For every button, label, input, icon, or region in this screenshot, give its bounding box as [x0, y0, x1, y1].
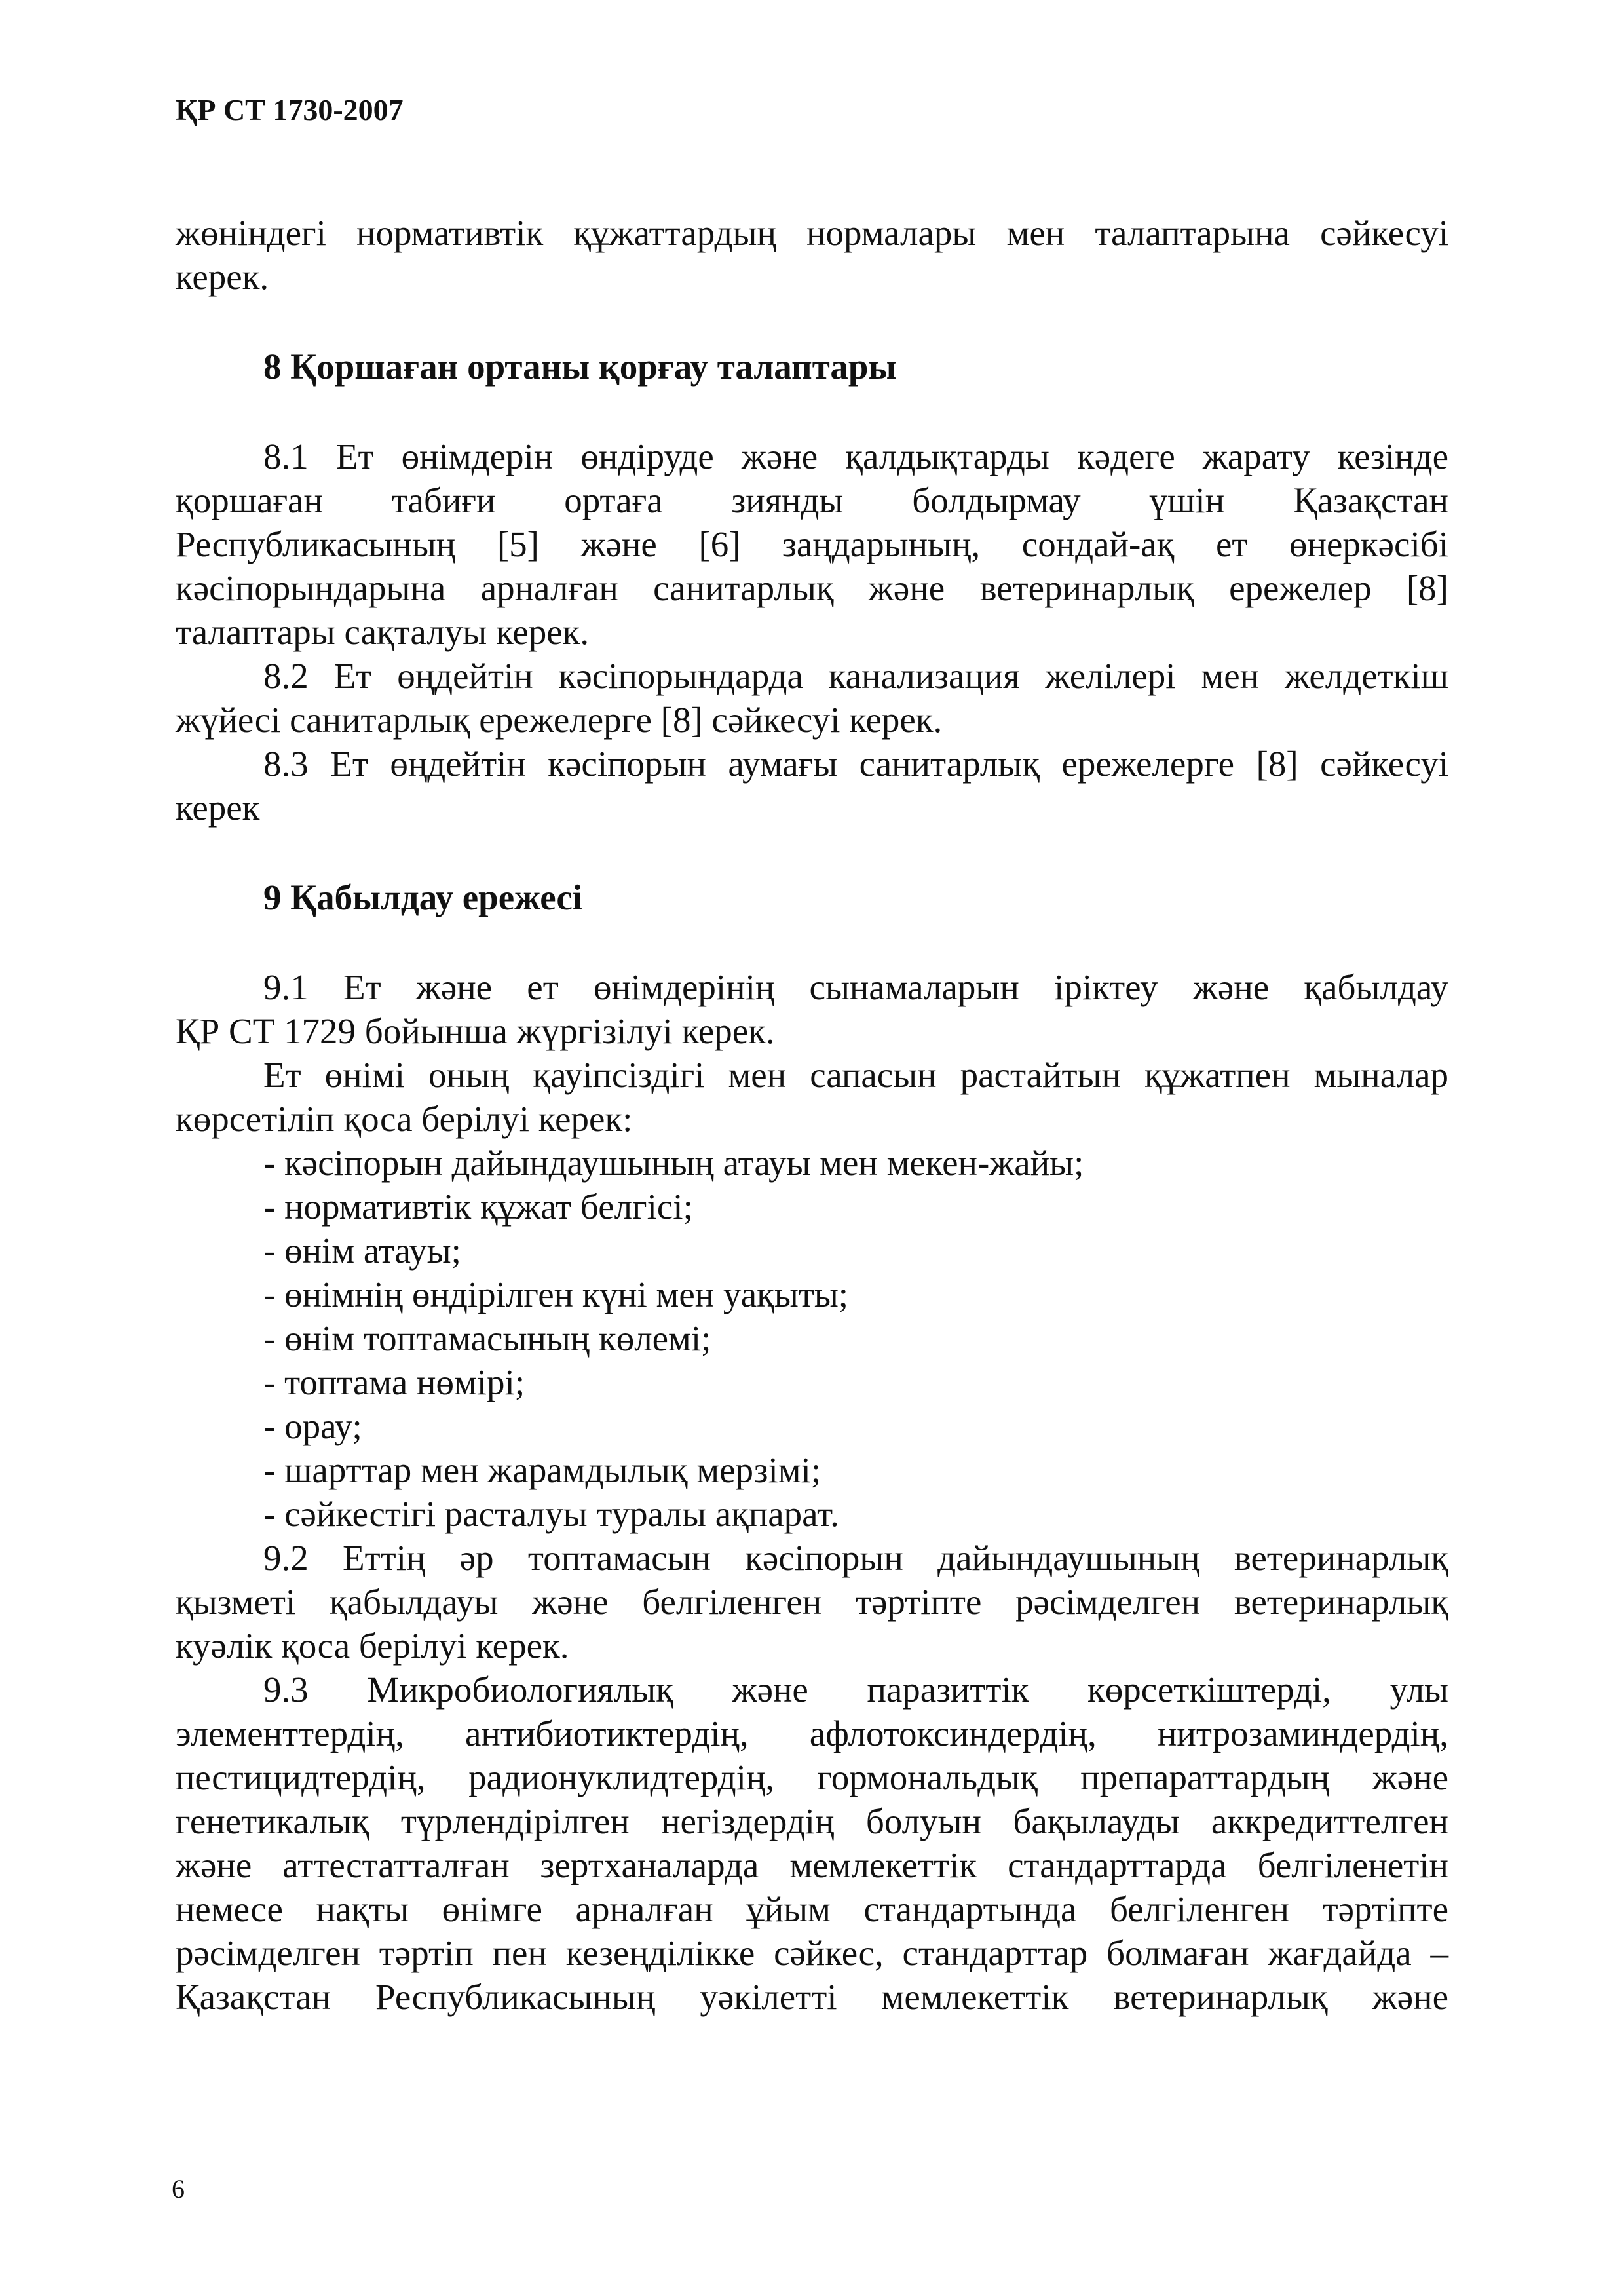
list-item: - сәйкестігі расталуы туралы ақпарат.	[263, 1494, 839, 1534]
text-line: керек	[176, 788, 260, 828]
text-line: және аттестатталған зертханаларда мемлекеттік стандарттарда белгіленетін	[176, 1845, 1448, 1885]
paragraph-8-2	[176, 654, 1448, 742]
text-line: куәлік қоса берілуі керек.	[176, 1626, 569, 1666]
text-line: керек.	[176, 257, 269, 297]
list-item: - орау;	[263, 1406, 362, 1446]
list-item: - өнім топтамасының көлемі;	[263, 1318, 711, 1358]
text-line: 8.1 Ет өнімдерін өндіруде және қалдықтарды кәдеге жарату кезінде	[263, 436, 1448, 476]
paragraph-9-1	[176, 965, 1448, 1053]
text-line: жөніндегі нормативтік құжаттардың нормалары мен талаптарына сәйкесуі	[176, 213, 1448, 253]
text-line: талаптары сақталуы керек.	[176, 612, 590, 652]
text-line: 8.3 Ет өңдейтін кәсіпорын аумағы санитарлық ережелерге [8] сәйкесуі	[263, 744, 1448, 784]
text-line: 8.2 Ет өңдейтін кәсіпорындарда канализация желілері мен желдеткіш	[263, 656, 1448, 696]
text-line: рәсімделген тәртіп пен кезеңділікке сәйкес, стандарттар болмаған жағдайда –	[176, 1933, 1448, 1973]
paragraph-9-2	[176, 1536, 1448, 1668]
page-number: 6	[172, 2174, 185, 2204]
text-line: жүйесі санитарлық ережелерге [8] сәйкесуі керек.	[176, 700, 943, 740]
text-line: пестицидтердің, радионуклидтердің, гормональдық препараттардың және	[176, 1757, 1448, 1797]
text-line: Ет өнімі оның қауіпсіздігі мен сапасын растайтын құжатпен мыналар	[263, 1055, 1448, 1095]
text-line: немесе нақты өнімге арналған ұйым стандартында белгіленген тәртіпте	[176, 1889, 1448, 1929]
text-line: 9.2 Еттің әр топтамасын кәсіпорын дайындаушының ветеринарлық	[263, 1538, 1448, 1578]
text-line: көрсетіліп қоса берілуі керек:	[176, 1099, 633, 1139]
text-line: Республикасының [5] және [6] заңдарының, сондай-ақ ет өнеркәсібі	[176, 524, 1448, 564]
text-line: ҚР СТ 1729 бойынша жүргізілуі керек.	[176, 1011, 775, 1051]
list-item: - кәсіпорын дайындаушының атауы мен мекен-жайы;	[263, 1143, 1084, 1183]
text-line: кәсіпорындарына арналған санитарлық және ветеринарлық ережелер [8]	[176, 568, 1448, 608]
document-code-header: ҚР СТ 1730-2007	[176, 93, 404, 126]
list-item: - нормативтік құжат белгісі;	[263, 1187, 693, 1227]
text-line: 9.1 Ет және ет өнімдерінің сынамаларын іріктеу және қабылдау	[263, 967, 1448, 1007]
paragraph-8-1	[176, 434, 1448, 654]
section-9-heading: 9 Қабылдау ережесі	[263, 877, 583, 917]
text-line: 9.3 Микробиологиялық және паразиттік көрсеткіштерді, улы	[263, 1670, 1448, 1710]
list-item: - өнімнің өндірілген күні мен уақыты;	[263, 1274, 849, 1314]
list-item: - шарттар мен жарамдылық мерзімі;	[263, 1450, 821, 1490]
text-line: Қазақстан Республикасының уәкілетті мемлекеттік ветеринарлық және	[176, 1977, 1448, 2017]
list-item: - өнім атауы;	[263, 1231, 461, 1271]
paragraph-8-3	[176, 742, 1448, 830]
text-line: генетикалық түрлендірілген негіздердің болуын бақылауды аккредиттелген	[176, 1801, 1448, 1841]
list-item: - топтама нөмірі;	[263, 1362, 525, 1402]
paragraph-9-1-requirements	[176, 1053, 1448, 1141]
text-line: қызметі қабылдауы және белгіленген тәртіпте рәсімделген ветеринарлық	[176, 1582, 1448, 1622]
text-line: қоршаған табиғи ортаға зиянды болдырмау үшін Қазақстан	[176, 480, 1448, 520]
paragraph-9-3	[176, 1668, 1448, 2019]
page-body	[176, 211, 1448, 2019]
requirements-list	[176, 1141, 1448, 1536]
text-line: элементтердің, антибиотиктердің, афлотоксиндердің, нитрозаминдердің,	[176, 1713, 1448, 1753]
section-8-heading: 8 Қоршаған ортаны қорғау талаптары	[263, 347, 897, 387]
